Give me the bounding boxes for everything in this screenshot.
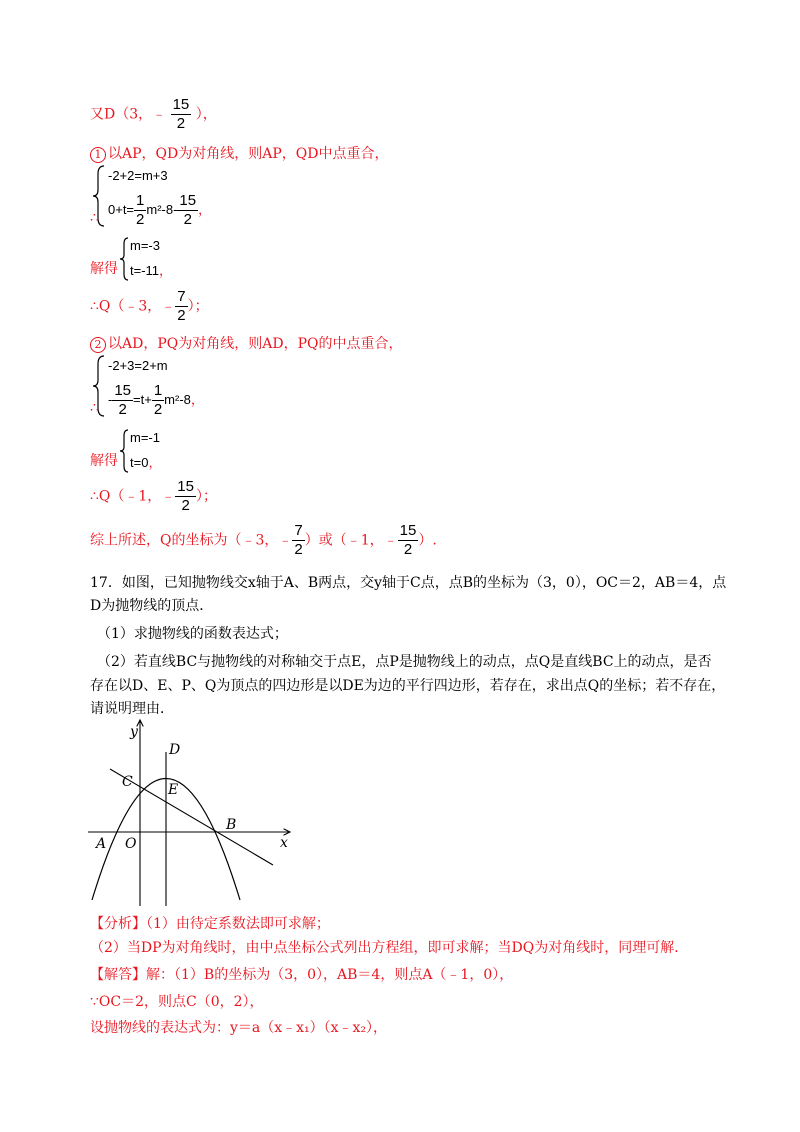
- answer-tag: 【解答】: [90, 967, 146, 983]
- label-o: O: [125, 836, 137, 852]
- d-fraction: $\frac{15}{2}$: [172, 96, 190, 132]
- parabola-figure: [80, 712, 310, 908]
- analysis-tag: 【分析】: [90, 916, 146, 932]
- solve1-label: 解得: [90, 261, 118, 277]
- d-point-text: D（3，﹣: [104, 106, 167, 123]
- analysis-line1: 【分析】（1）由待定系数法即可求解；: [90, 916, 330, 932]
- circled-two: 2: [90, 337, 106, 353]
- answer-line2: ∵OC＝2，则点C（0，2），: [90, 994, 264, 1010]
- therefore-1: ∴: [90, 210, 99, 226]
- circled-one: 1: [90, 147, 106, 163]
- problem17-q2-line1: （2）若直线BC与抛物线的对称轴交于点E，点P是抛物线上的动点，点Q是直线BC上的动点，是否: [97, 654, 712, 670]
- answer-line1: 【解答】解：（1）B的坐标为（3，0），AB＝4，则点A（﹣1，0），: [90, 967, 514, 983]
- problem17-line1: 17．如图，已知抛物线交x轴于A、B两点，交y轴于C点，点B的坐标为（3，0），OC＝2，AB＝4，点: [90, 575, 727, 591]
- sys2-eq2: - $\frac{15}{2}$ =t+ $\frac{1}{2}$ m²-8，: [108, 382, 204, 418]
- problem17-q2-line2: 存在以D、E、P、Q为顶点的四边形是以DE为边的平行四边形，若存在，求出点Q的坐标；若不存在，: [90, 678, 726, 694]
- d-suffix: ），: [195, 106, 217, 123]
- q2-result: ∴Q（﹣1，﹣ $\frac{15}{2}$ ）；: [90, 478, 217, 514]
- answer-line3: 设抛物线的表达式为：y＝a（x﹣x₁）（x﹣x₂），: [90, 1020, 388, 1036]
- problem17-line2: D为抛物线的顶点．: [90, 598, 214, 614]
- label-e: E: [168, 782, 179, 798]
- solve2-system: m=-1 t=0，: [118, 428, 238, 476]
- d-point-line: [90, 96, 217, 133]
- case1-label: 1 以AP，QD为对角线，则AP，QD中点重合，: [90, 143, 388, 163]
- q1-result: ∴Q（﹣3，﹣ $\frac{7}{2}$ ）；: [90, 288, 209, 324]
- therefore-2: ∴: [90, 400, 99, 416]
- label-d: D: [169, 742, 181, 758]
- label-a: A: [96, 836, 107, 852]
- label-c: C: [122, 774, 133, 790]
- system-2: [90, 354, 310, 422]
- summary-line: 综上所述，Q的坐标为（﹣3，﹣ $\frac{7}{2}$ ）或（﹣1，﹣ $\frac{15}{2}$ ）.: [90, 522, 437, 558]
- system-1: [90, 164, 290, 232]
- solve1-system: m=-3 t=-11，: [118, 236, 238, 284]
- label-b: B: [226, 817, 237, 833]
- label-y: y: [130, 724, 138, 740]
- sys1-eq2: 0+t= $\frac{1}{2}$ m²-8- $\frac{15}{2}$ ，: [108, 192, 212, 228]
- d-prefix: 又: [90, 106, 104, 123]
- problem17-q2-line3: 请说明理由．: [90, 701, 174, 717]
- sys1-eq1: -2+2=m+3: [108, 168, 168, 183]
- label-x: x: [280, 835, 288, 851]
- sys2-eq1: -2+3=2+m: [108, 358, 168, 373]
- solve2-label: 解得: [90, 453, 118, 469]
- case2-label: 2 以AD，PQ为对角线，则AD，PQ的中点重合，: [90, 333, 402, 353]
- problem17-q1: （1）求抛物线的函数表达式；: [97, 626, 288, 642]
- analysis-line2: （2）当DP为对角线时，由中点坐标公式列出方程组，即可求解；当DQ为对角线时，同理可解．: [90, 940, 689, 956]
